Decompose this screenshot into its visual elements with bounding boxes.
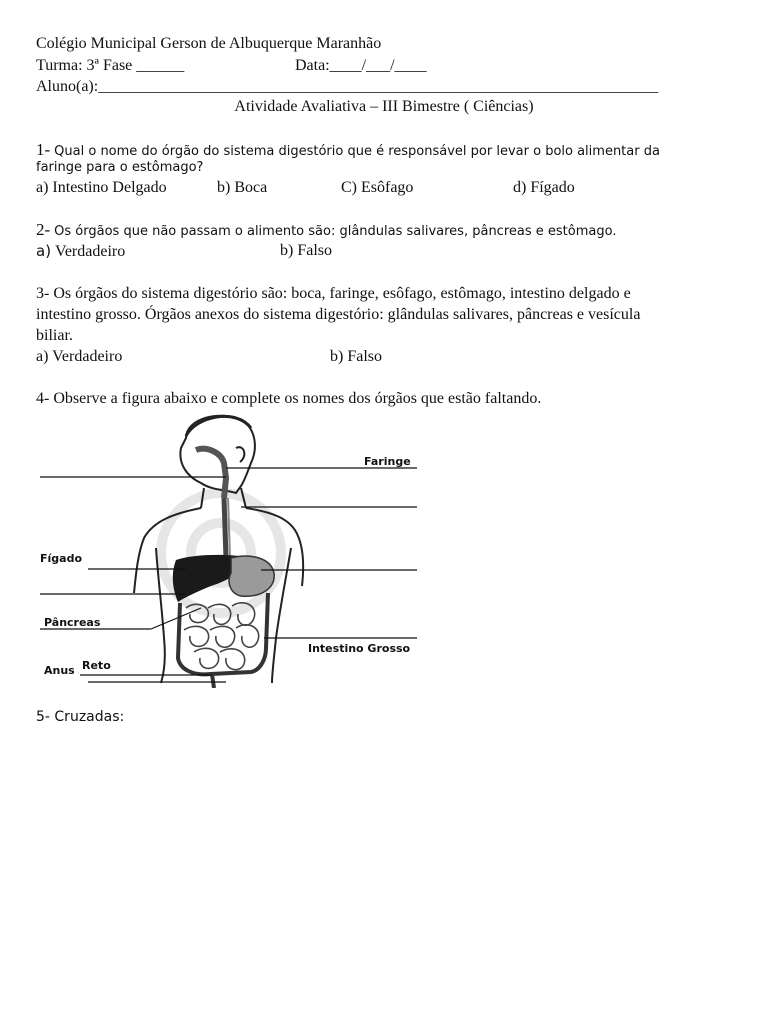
label-faringe: Faringe (364, 455, 411, 468)
school-name: Colégio Municipal Gerson de Albuquerque Maranhão (36, 35, 382, 52)
question-4-text: 4- Observe a figura abaixo e complete os nomes dos órgãos que estão faltando. (36, 390, 542, 407)
turma-field: Turma: 3ª Fase ______ (36, 57, 185, 74)
question-1-text-cont: faringe para o estômago? (36, 160, 204, 175)
question-3-line-3: biliar. (36, 327, 73, 344)
question-2-option-a-text: Verdadeiro (55, 243, 126, 260)
question-2-option-b: b) Falso (280, 242, 332, 259)
label-anus: Anus (44, 664, 75, 677)
question-3-line-1: 3- Os órgãos do sistema digestório são: boca, faringe, esôfago, estômago, intestino delgado e (36, 285, 631, 302)
question-3-option-b: b) Falso (330, 348, 382, 365)
question-5-text: 5- Cruzadas: (36, 709, 125, 725)
label-pancreas: Pâncreas (44, 616, 101, 629)
student-name-field: Aluno(a):______________________________________________________________________ (36, 78, 659, 95)
question-2-number: 2- (36, 220, 51, 239)
question-2-option-a-letter: a) (36, 242, 52, 260)
question-1-option-d: d) Fígado (513, 179, 575, 196)
date-field: Data:____/___/____ (295, 57, 427, 74)
question-1-number: 1- (36, 140, 51, 159)
page-title: Atividade Avaliativa – III Bimestre ( Ciências) (234, 98, 534, 115)
question-3-line-2: intestino grosso. Órgãos anexos do sistema digestório: glândulas salivares, pâncreas e vesícula (36, 306, 641, 323)
question-1-option-a: a) Intestino Delgado (36, 179, 167, 196)
question-2 (36, 220, 616, 242)
question-2-option-a (36, 241, 125, 262)
question-3-option-a: a) Verdadeiro (36, 348, 123, 365)
question-1-option-b: b) Boca (217, 179, 268, 196)
question-2-text: Os órgãos que não passam o alimento são: glândulas salivares, pâncreas e estômago. (54, 224, 617, 239)
question-1-option-c: C) Esôfago (341, 179, 414, 196)
label-intestino-grosso: Intestino Grosso (308, 642, 411, 655)
label-figado: Fígado (40, 552, 83, 565)
question-1-text: Qual o nome do órgão do sistema digestório que é responsável por levar o bolo alimentar da (54, 144, 660, 159)
label-reto: Reto (82, 659, 111, 672)
